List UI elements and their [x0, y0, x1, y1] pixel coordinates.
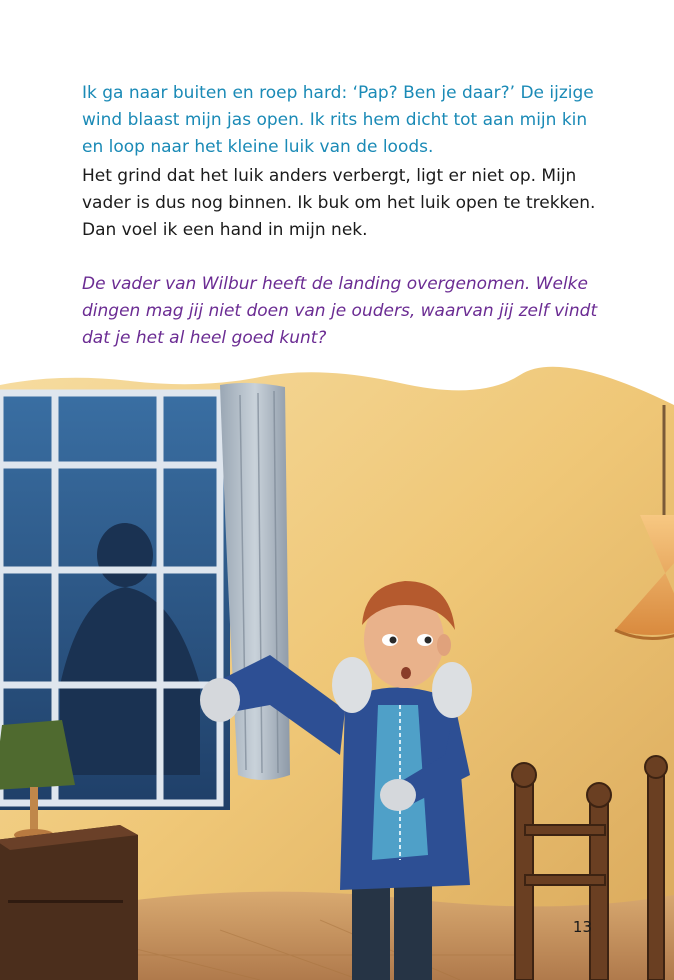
page-number: 13	[572, 918, 592, 936]
intro-paragraph	[82, 80, 602, 162]
intro-line: wind blaast mijn jas open. Ik rits hem dicht tot aan mijn kin	[82, 110, 588, 131]
room-illustration	[0, 355, 674, 980]
question-line: De vader van Wilbur heeft de landing overgenomen. Welke	[82, 274, 588, 294]
body-line: Het grind dat het luik anders verbergt, ligt er niet op. Mijn	[82, 166, 577, 186]
body-paragraph	[82, 163, 602, 245]
body-line: Dan voel ik een hand in mijn nek.	[82, 220, 368, 241]
question-paragraph	[82, 271, 602, 353]
intro-line: Ik ga naar buiten en roep hard: ‘Pap? Ben je daar?’ De ijzige	[82, 83, 594, 103]
question-line: dingen mag jij niet doen van je ouders, waarvan jij zelf vindt	[82, 301, 598, 322]
body-line: vader is dus nog binnen. Ik buk om het luik open te trekken.	[82, 193, 596, 214]
question-line: dat je het al heel goed kunt?	[82, 328, 327, 349]
intro-line: en loop naar het kleine luik van de loods.	[82, 137, 434, 158]
dresser	[0, 825, 138, 980]
